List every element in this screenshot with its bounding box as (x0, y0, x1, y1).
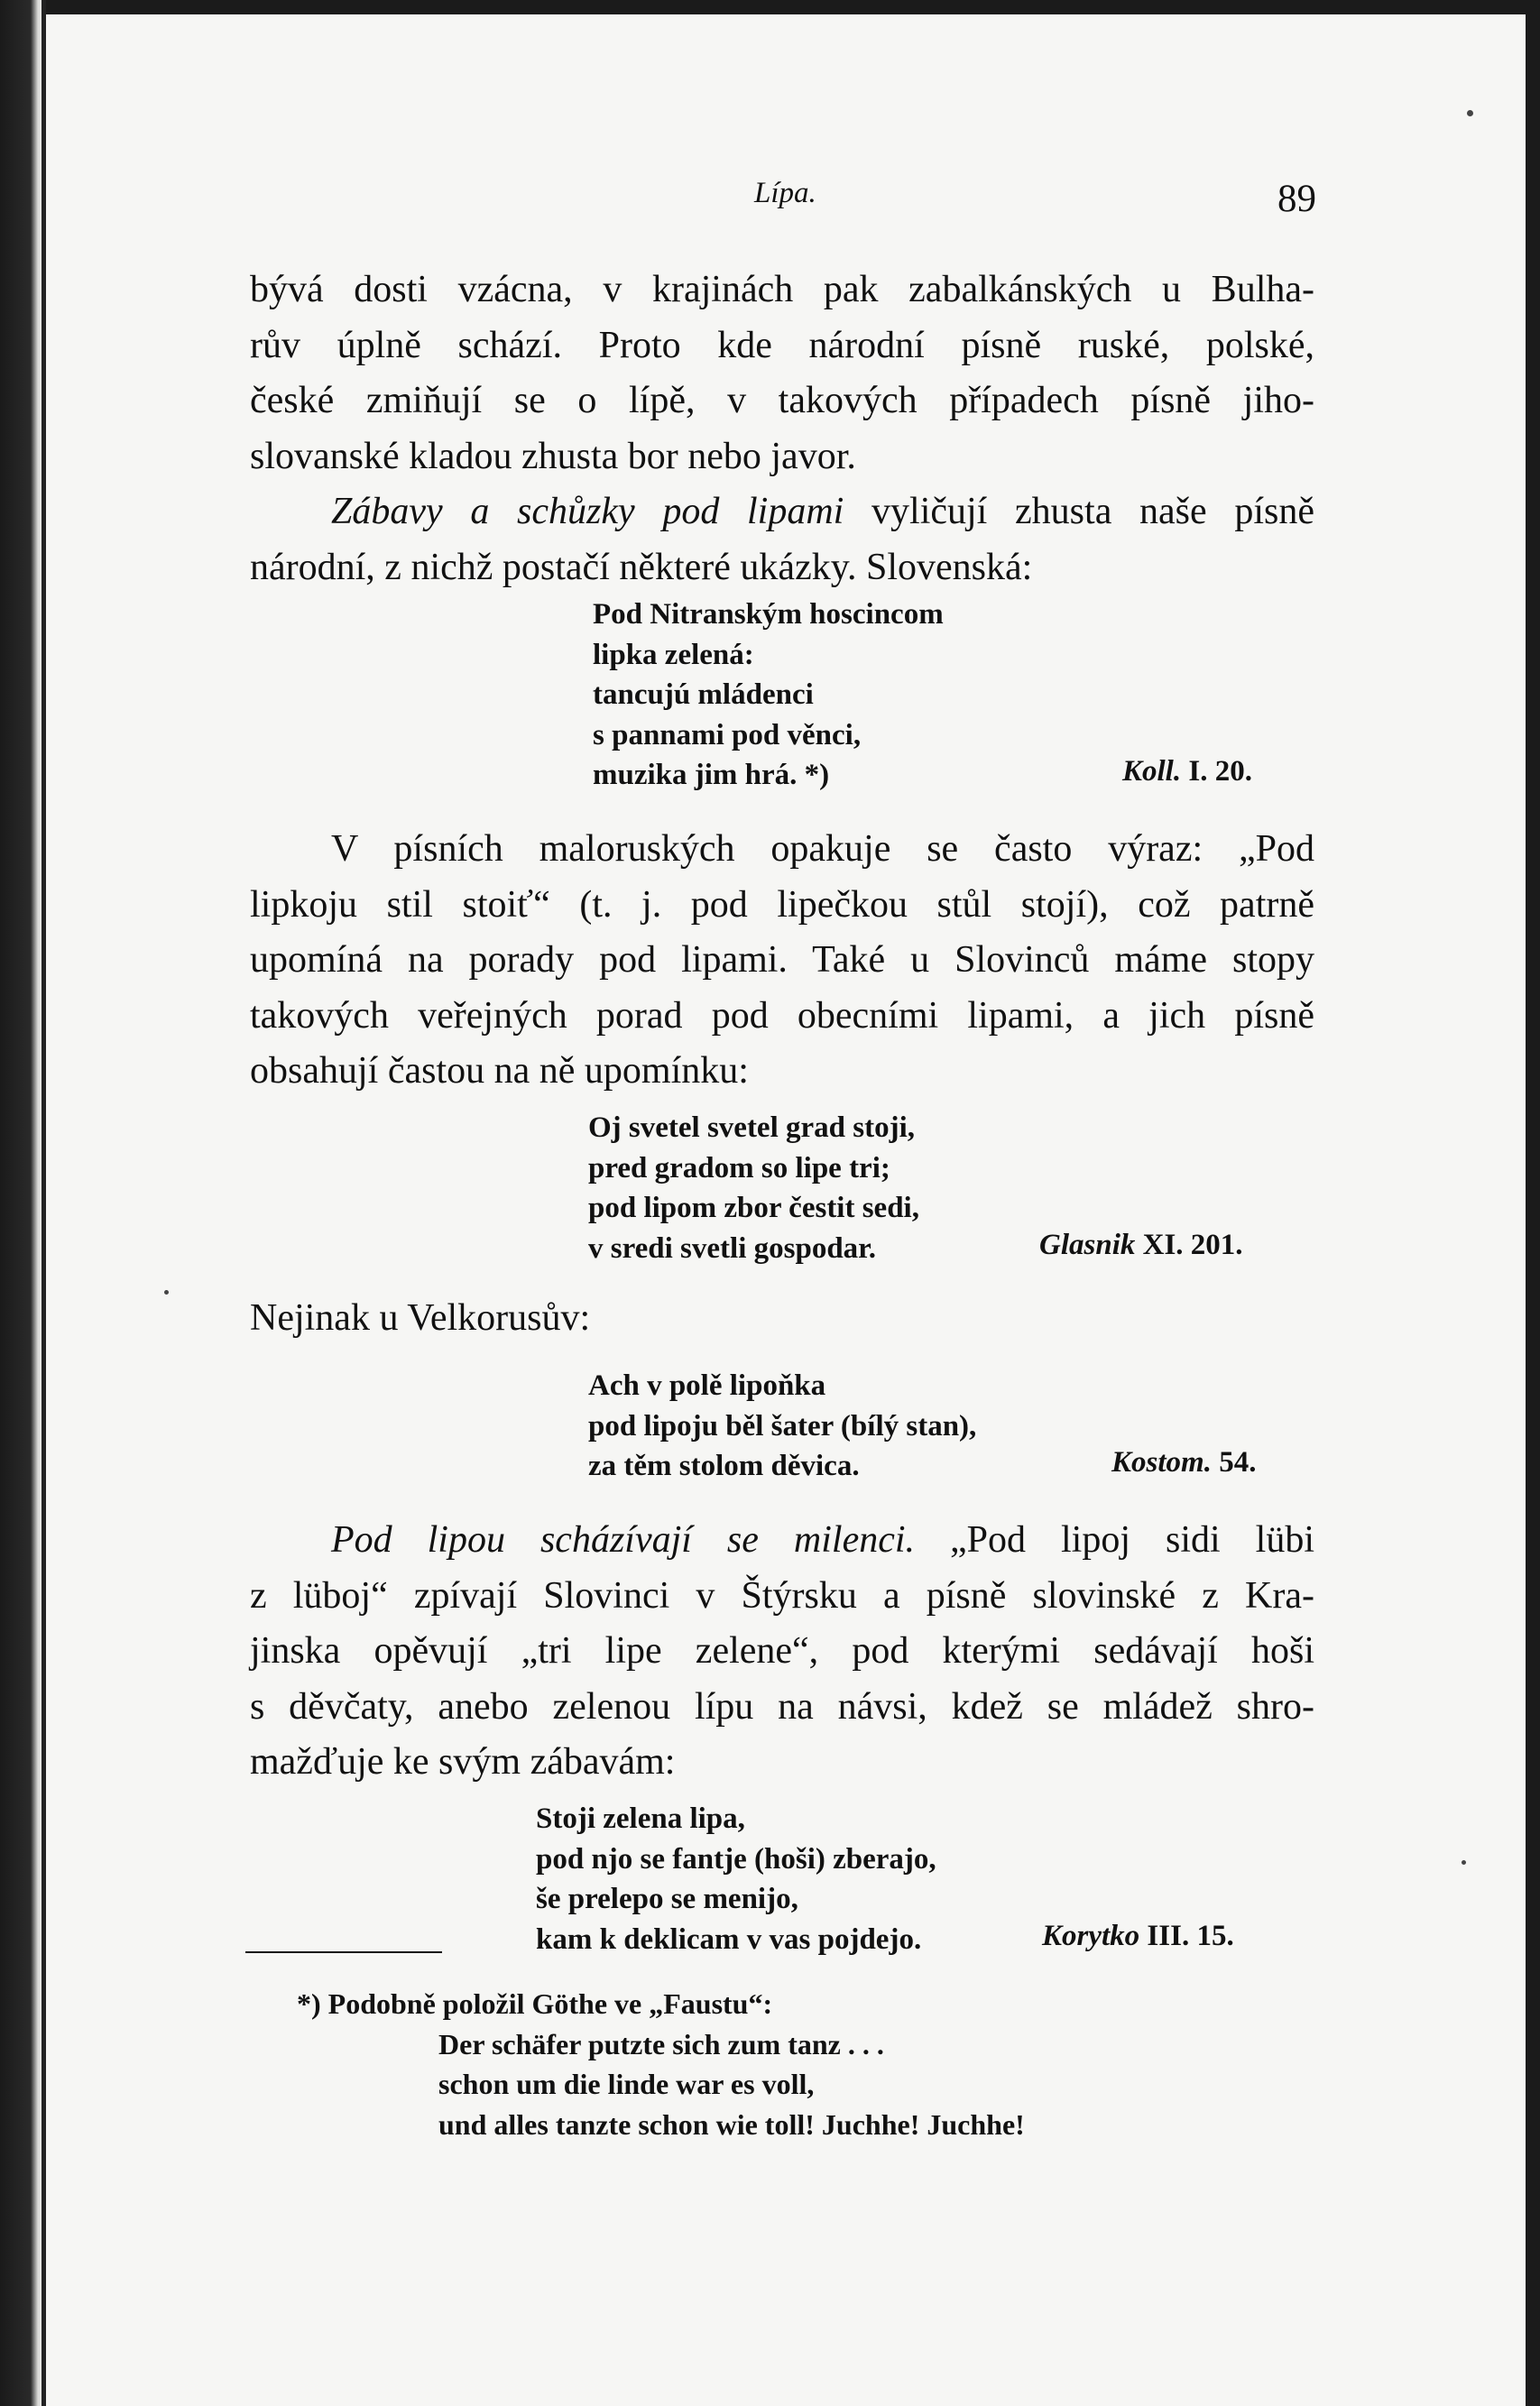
paragraph-4-line-1 (250, 1513, 1314, 1569)
source-title: Koll. (1122, 755, 1182, 788)
text-line: bývá dosti vzácna, v krajinách pak zabalkánských u Bulha- (250, 269, 1314, 310)
verse-line: za těm stolom děvica. (588, 1450, 860, 1482)
verse-line: tancujú mládenci (593, 678, 814, 711)
verse-line: pod njo se fantje (hoši) zberajo, (536, 1842, 936, 1876)
verse-line: pred gradom so lipe tri; (588, 1151, 890, 1185)
footnote-line: Der schäfer putzte sich zum tanz . . . (438, 2027, 884, 2060)
footnote-line: *) Podobně položil Göthe ve „Faustu“: (297, 1987, 773, 2020)
page-number: 89 (1277, 178, 1316, 220)
verse-line: pod lipom zbor čestit sedi, (588, 1192, 919, 1224)
text-line: mažďuje ke svým zábavám: (250, 1741, 676, 1783)
source-title: Kostom. (1111, 1446, 1212, 1479)
verse-line: Pod Nitranským hoscincom (593, 598, 944, 631)
verse-line: kam k deklicam v vas pojdejo. (536, 1922, 922, 1956)
source-ref: III. 15. (1147, 1920, 1234, 1952)
text-line: Nejinak u Velkorusův: (250, 1297, 591, 1339)
text-line: rův úplně schází. Proto kde národní písně ruské, polské, (250, 324, 1314, 366)
scan-speck (1462, 1860, 1466, 1865)
verse-line: muzika jim hrá. *) (593, 759, 830, 791)
source-ref: I. 20. (1188, 755, 1252, 788)
text-run: „Pod lipoj sidi lübi (950, 1519, 1314, 1561)
source-title: Glasnik (1039, 1229, 1136, 1261)
running-title: Lípa. (754, 177, 816, 209)
text-line: obsahují častou na ně upomínku: (250, 1050, 749, 1092)
text-line: upomíná na porady pod lipami. Také u Slovinců máme stopy (250, 939, 1314, 981)
text-line: s děvčaty, anebo zelenou lípu na návsi, kdež se mládež shro- (250, 1685, 1314, 1728)
scan-binding-edge (0, 0, 45, 2406)
source-title: Korytko (1042, 1920, 1140, 1952)
scan-right-edge (1526, 0, 1540, 2406)
paragraph-4 (250, 1513, 1314, 1791)
paragraph-1 (250, 263, 1314, 595)
text-line: V písních maloruských opakuje se často výraz: „Pod (331, 828, 1314, 870)
scan-speck (164, 1290, 169, 1295)
verse-line: pod lipoju běl šater (bílý stan), (588, 1409, 977, 1443)
paragraph-3 (250, 822, 1314, 1100)
scan-top-edge (0, 0, 1540, 14)
verse-slovene (588, 1108, 919, 1268)
footnote-line: und alles tanzte schon wie toll! Juchhe! Juchhe! (438, 2107, 1025, 2141)
source-citation (1122, 755, 1252, 788)
text-line: slovanské kladou zhusta bor nebo javor. (250, 435, 856, 477)
verse-line: s pannami pod věnci, (593, 718, 862, 751)
footnote-rule (245, 1951, 442, 1953)
source-ref: 54. (1219, 1446, 1257, 1479)
footnote (297, 1984, 1025, 2144)
paragraph-2-line-1 (250, 484, 1314, 540)
intro-velkorusu (250, 1291, 1314, 1347)
text-run: vyličují zhusta naše písně (871, 491, 1314, 532)
verse-line: Ach v polě lipoňka (588, 1369, 826, 1402)
source-ref: XI. 201. (1142, 1229, 1243, 1261)
source-citation (1039, 1229, 1243, 1262)
text-line: takových veřejných porad pod obecními lipami, a jich písně (250, 994, 1314, 1037)
text-line: jinska opěvují „tri lipe zelene“, pod kterými sedávají hoši (250, 1630, 1314, 1672)
verse-line: Oj svetel svetel grad stoji, (588, 1111, 915, 1144)
verse-line: lipka zelená: (593, 638, 754, 671)
emphasis-text: Zábavy a schůzky pod lipami (331, 491, 844, 532)
text-line: národní, z nichž postačí některé ukázky. Slovenská: (250, 546, 1033, 588)
verse-slovene-2 (536, 1799, 936, 1959)
text-line: české zmiňují se o lípě, v takových případech písně jiho- (250, 380, 1314, 421)
binding-line (41, 0, 46, 2406)
text-line: lipkoju stil stoiť“ (t. j. pod lipečkou stůl stojí), což patrně (250, 883, 1314, 926)
source-citation (1042, 1920, 1234, 1953)
scan-speck (1467, 110, 1473, 116)
verse-russian (588, 1366, 976, 1487)
emphasis-text: Pod lipou scházívají se milenci. (331, 1519, 916, 1561)
source-citation (1111, 1446, 1256, 1480)
text-line: z lüboj“ zpívají Slovinci v Štýrsku a písně slovinské z Kra- (250, 1574, 1314, 1617)
footnote-line: schon um die linde war es voll, (438, 2068, 815, 2100)
verse-line: Stoji zelena lipa, (536, 1802, 745, 1835)
verse-line: še prelepo se menijo, (536, 1883, 798, 1915)
verse-slovak (593, 595, 944, 796)
verse-line: v sredi svetli gospodar. (588, 1231, 877, 1265)
